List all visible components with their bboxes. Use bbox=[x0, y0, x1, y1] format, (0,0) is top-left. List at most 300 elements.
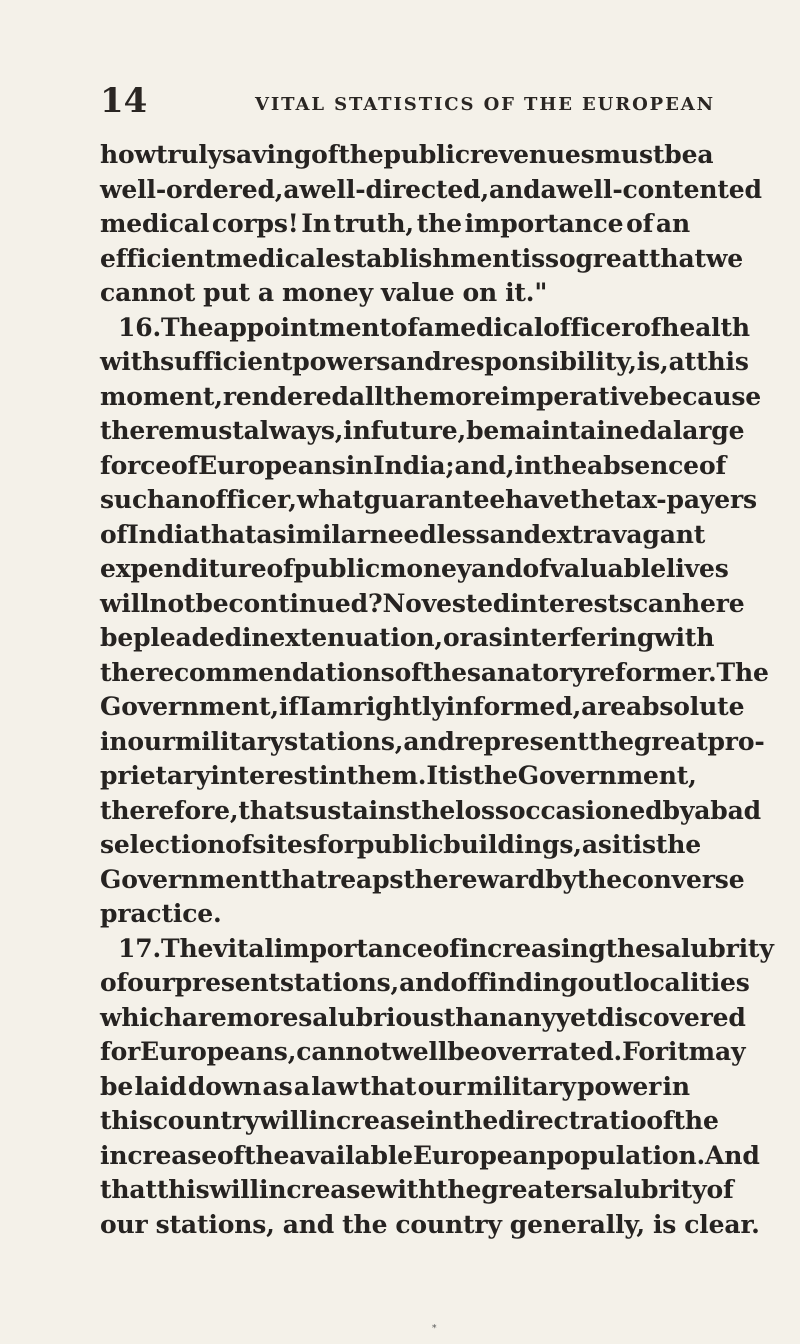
word: cannot bbox=[296, 1037, 392, 1066]
word: well-contented bbox=[556, 174, 762, 204]
word: is bbox=[521, 243, 546, 273]
word: recommendations bbox=[145, 657, 395, 687]
paragraph-start-line bbox=[100, 311, 750, 346]
word: increase bbox=[100, 1140, 217, 1170]
word: the bbox=[338, 140, 384, 169]
word: a bbox=[293, 1071, 310, 1101]
word: with bbox=[375, 1175, 437, 1204]
word: not bbox=[149, 588, 196, 618]
word: the bbox=[452, 1106, 499, 1135]
word: them. bbox=[346, 761, 427, 790]
word: The bbox=[161, 312, 214, 342]
word: valuable bbox=[549, 554, 666, 583]
paragraph-start-line bbox=[100, 932, 774, 967]
word: that bbox=[199, 519, 257, 549]
word: it bbox=[611, 830, 633, 859]
word: law bbox=[311, 1071, 359, 1101]
word: it bbox=[667, 1037, 689, 1066]
word: our bbox=[417, 1071, 466, 1101]
text-line bbox=[100, 242, 744, 277]
word: India bbox=[373, 450, 446, 480]
word: of bbox=[216, 1140, 245, 1170]
word: localities bbox=[623, 968, 750, 997]
word: as bbox=[262, 1071, 293, 1101]
word: lives bbox=[665, 554, 729, 583]
word: it." bbox=[505, 278, 548, 307]
word: at bbox=[668, 347, 697, 376]
word: the bbox=[409, 795, 456, 825]
text-line bbox=[100, 1104, 719, 1139]
word: For bbox=[622, 1037, 668, 1066]
word: medical bbox=[215, 243, 326, 273]
text-line bbox=[100, 690, 745, 725]
word: saving bbox=[222, 140, 312, 169]
word: salubrity bbox=[583, 1175, 707, 1204]
word: and bbox=[489, 519, 541, 549]
word: force bbox=[100, 450, 171, 480]
word: that bbox=[649, 243, 706, 273]
word: a bbox=[656, 416, 673, 445]
word: public bbox=[356, 830, 444, 859]
word: importance bbox=[464, 209, 624, 238]
word: and bbox=[471, 554, 523, 583]
word: a bbox=[257, 278, 274, 307]
word: moment, bbox=[100, 381, 223, 411]
word: I bbox=[298, 692, 311, 721]
word: large bbox=[672, 416, 745, 445]
text-line bbox=[100, 552, 729, 587]
word: great bbox=[633, 726, 708, 756]
word: interfering bbox=[502, 623, 655, 652]
word: The bbox=[161, 933, 214, 963]
word: the bbox=[383, 381, 429, 411]
word: powers bbox=[292, 347, 391, 376]
word: such bbox=[100, 485, 166, 514]
text-line bbox=[100, 1173, 734, 1208]
word: prietary bbox=[100, 761, 211, 790]
word: pro- bbox=[707, 726, 765, 756]
word: efficient bbox=[100, 243, 216, 273]
word: as bbox=[581, 830, 612, 859]
word: an bbox=[165, 485, 200, 514]
word: can bbox=[632, 588, 682, 618]
word: of bbox=[170, 450, 199, 480]
word: is bbox=[632, 830, 656, 859]
word: needless bbox=[369, 519, 490, 549]
word: will bbox=[259, 1106, 309, 1135]
word: money bbox=[281, 278, 373, 307]
word: 16. bbox=[118, 312, 162, 342]
printer-mark: * bbox=[432, 1324, 437, 1334]
word: and bbox=[403, 726, 455, 756]
word: for bbox=[316, 830, 357, 859]
word: Government bbox=[100, 864, 271, 894]
word: of bbox=[432, 933, 460, 963]
word: medical bbox=[434, 312, 544, 342]
word: the bbox=[588, 726, 634, 756]
text-line bbox=[100, 449, 727, 484]
word: public bbox=[383, 140, 470, 169]
word: the bbox=[655, 830, 702, 859]
word: increasing bbox=[459, 933, 606, 963]
word: 17. bbox=[118, 933, 162, 963]
word: sites bbox=[252, 830, 317, 859]
word: stations, bbox=[279, 968, 400, 997]
running-header bbox=[100, 81, 715, 126]
word: always, bbox=[243, 416, 344, 445]
word: the bbox=[673, 1106, 719, 1135]
text-line bbox=[100, 380, 762, 415]
word: down bbox=[187, 1071, 262, 1101]
word: a bbox=[417, 312, 434, 342]
word: revenues bbox=[469, 140, 595, 169]
word: out bbox=[577, 968, 624, 997]
text-line bbox=[100, 897, 690, 932]
word: country bbox=[152, 1106, 260, 1135]
word: military bbox=[466, 1071, 576, 1101]
word: in bbox=[425, 1106, 453, 1135]
word: or bbox=[443, 623, 473, 652]
word: are bbox=[581, 692, 626, 721]
word: for bbox=[100, 1037, 141, 1066]
word: buildings, bbox=[443, 830, 582, 859]
word: available bbox=[289, 1140, 413, 1170]
word: stations, bbox=[284, 726, 404, 756]
word: practice. bbox=[100, 899, 222, 928]
word: great bbox=[575, 243, 650, 273]
word: be bbox=[100, 623, 134, 652]
word: and bbox=[282, 1209, 335, 1239]
word: rendered bbox=[222, 381, 349, 411]
word: Government, bbox=[100, 692, 279, 721]
word: must bbox=[594, 140, 665, 169]
word: Europeans, bbox=[140, 1037, 297, 1066]
word: our bbox=[100, 1209, 148, 1239]
word: may bbox=[688, 1037, 746, 1066]
word: is bbox=[652, 1209, 677, 1239]
word: will bbox=[100, 588, 150, 618]
word: of bbox=[225, 830, 253, 859]
word: vital bbox=[213, 933, 274, 963]
word: India bbox=[127, 519, 200, 549]
word: be bbox=[195, 588, 229, 618]
word: and bbox=[390, 347, 442, 376]
word: value bbox=[380, 278, 455, 307]
word: which bbox=[100, 1002, 182, 1032]
text-line bbox=[100, 483, 757, 518]
word: that bbox=[359, 1071, 417, 1101]
text-line bbox=[100, 1070, 690, 1105]
word: extenuation, bbox=[269, 623, 443, 652]
word: The bbox=[716, 657, 769, 687]
word: converse bbox=[622, 864, 745, 894]
word: the bbox=[569, 485, 615, 514]
text-line bbox=[100, 414, 745, 449]
word: a bbox=[540, 174, 557, 204]
word: salubrious bbox=[298, 1002, 444, 1032]
word: this bbox=[100, 1106, 153, 1135]
word: reformer. bbox=[586, 657, 717, 687]
word: establishment bbox=[325, 243, 522, 273]
word: military bbox=[174, 726, 285, 756]
word: and bbox=[489, 174, 541, 204]
word: this bbox=[156, 1175, 210, 1204]
word: the bbox=[100, 657, 146, 687]
word: so bbox=[545, 243, 576, 273]
word: we bbox=[705, 243, 744, 273]
word: a bbox=[283, 174, 300, 204]
word: of bbox=[522, 554, 550, 583]
word: the bbox=[605, 933, 651, 963]
word: discovered bbox=[597, 1002, 746, 1032]
word: be bbox=[664, 140, 698, 169]
word: that bbox=[270, 864, 328, 894]
word: a bbox=[694, 795, 711, 825]
word: It bbox=[426, 761, 450, 790]
text-line bbox=[100, 1035, 746, 1070]
word: of bbox=[311, 140, 339, 169]
word: a bbox=[697, 140, 714, 169]
word: importance bbox=[273, 933, 433, 963]
word: of bbox=[698, 450, 727, 480]
word: interest bbox=[210, 761, 319, 790]
word: officer, bbox=[199, 485, 297, 514]
text-line bbox=[100, 173, 762, 208]
word: there bbox=[100, 416, 174, 445]
word: well-ordered, bbox=[100, 174, 284, 204]
word: of bbox=[390, 312, 418, 342]
word: of bbox=[100, 968, 128, 997]
text-line bbox=[100, 794, 761, 829]
word: of bbox=[634, 312, 662, 342]
word: extravagant bbox=[540, 519, 706, 549]
word: rightly bbox=[352, 692, 446, 721]
word: than bbox=[443, 1002, 508, 1032]
word: present bbox=[174, 968, 280, 997]
word: clear. bbox=[684, 1209, 760, 1239]
word: occasioned bbox=[508, 795, 663, 825]
word: be bbox=[447, 1037, 481, 1066]
word: future, bbox=[370, 416, 467, 445]
word: a bbox=[256, 519, 273, 549]
word: more bbox=[226, 1002, 299, 1032]
word: imperative bbox=[500, 381, 650, 411]
word: by bbox=[662, 795, 695, 825]
word: ; bbox=[445, 450, 455, 480]
word: European bbox=[412, 1140, 547, 1170]
word: our bbox=[127, 726, 175, 756]
word: finding bbox=[477, 968, 578, 997]
word: an bbox=[655, 209, 690, 238]
word: with bbox=[654, 623, 715, 652]
word: if bbox=[278, 692, 299, 721]
word: that bbox=[100, 1175, 157, 1204]
word: be bbox=[100, 1071, 134, 1101]
text-line bbox=[100, 207, 690, 242]
word: pleaded bbox=[133, 623, 242, 652]
word: because bbox=[649, 381, 762, 411]
text-line bbox=[100, 518, 706, 553]
word: continued bbox=[228, 588, 368, 618]
word: similar bbox=[272, 519, 370, 549]
text-line bbox=[100, 656, 769, 691]
word: this bbox=[696, 347, 749, 376]
word: Government, bbox=[517, 761, 697, 790]
word: well bbox=[391, 1037, 448, 1066]
word: maintained bbox=[499, 416, 657, 445]
word: absence bbox=[587, 450, 699, 480]
word: well-directed, bbox=[299, 174, 490, 204]
word: our bbox=[127, 968, 175, 997]
word: in bbox=[343, 416, 371, 445]
word: represent bbox=[454, 726, 589, 756]
word: Europeans bbox=[198, 450, 346, 480]
word: the bbox=[472, 761, 518, 790]
word: And bbox=[705, 1140, 760, 1170]
word: the bbox=[541, 450, 588, 480]
word: expenditure bbox=[100, 554, 267, 583]
word: of bbox=[266, 554, 294, 583]
word: the bbox=[576, 864, 623, 894]
word: laid bbox=[134, 1071, 187, 1101]
word: interests bbox=[510, 588, 633, 618]
word: loss bbox=[455, 795, 509, 825]
text-line bbox=[100, 828, 702, 863]
word: truly bbox=[155, 140, 223, 169]
text-line bbox=[100, 1208, 760, 1243]
text-line bbox=[100, 138, 714, 173]
word: cannot bbox=[100, 278, 196, 307]
word: as bbox=[472, 623, 503, 652]
word: bad bbox=[710, 795, 761, 825]
word: is, bbox=[636, 347, 669, 376]
word: in bbox=[514, 450, 542, 480]
word: more bbox=[428, 381, 501, 411]
word: in bbox=[100, 726, 128, 756]
text-line bbox=[100, 345, 749, 380]
word: the bbox=[436, 1175, 482, 1204]
word: of bbox=[394, 657, 422, 687]
word: corps! bbox=[211, 209, 299, 238]
word: selection bbox=[100, 830, 226, 859]
word: power bbox=[577, 1071, 662, 1101]
word: reaps bbox=[327, 864, 404, 894]
word: public bbox=[293, 554, 381, 583]
word: in bbox=[345, 450, 374, 480]
word: of bbox=[626, 209, 654, 238]
word: on bbox=[462, 278, 498, 307]
word: any bbox=[507, 1002, 556, 1032]
word: therefore, bbox=[100, 795, 239, 825]
text-line bbox=[100, 863, 745, 898]
word: of bbox=[100, 519, 128, 549]
word: population. bbox=[546, 1140, 706, 1170]
word: absolute bbox=[625, 692, 745, 721]
word: the bbox=[421, 657, 467, 687]
word: direct bbox=[498, 1106, 581, 1135]
word: is bbox=[449, 761, 473, 790]
word: will bbox=[209, 1175, 259, 1204]
word: tax-payers bbox=[614, 485, 757, 514]
word: have bbox=[505, 485, 570, 514]
word: health bbox=[661, 312, 750, 342]
word: be bbox=[466, 416, 500, 445]
word: that bbox=[238, 795, 296, 825]
word: here bbox=[681, 588, 745, 618]
text-line bbox=[100, 725, 765, 760]
word: sustains bbox=[295, 795, 410, 825]
word: in bbox=[318, 761, 347, 790]
word: with bbox=[100, 347, 161, 376]
word: of bbox=[646, 1106, 674, 1135]
page-number: 14 bbox=[100, 81, 148, 121]
word: and, bbox=[454, 450, 515, 480]
word: and bbox=[399, 968, 451, 997]
word: vested bbox=[421, 588, 511, 618]
text-line bbox=[100, 759, 697, 794]
word: increase bbox=[259, 1175, 376, 1204]
word: of bbox=[706, 1175, 734, 1204]
word: ? bbox=[367, 588, 383, 618]
word: reward bbox=[448, 864, 546, 894]
word: the bbox=[403, 864, 449, 894]
text-line bbox=[100, 276, 690, 311]
body-text bbox=[100, 138, 774, 1242]
word: all bbox=[348, 381, 384, 411]
word: of bbox=[450, 968, 478, 997]
word: appointment bbox=[213, 312, 391, 342]
running-title: VITAL STATISTICS OF THE EUROPEAN bbox=[255, 94, 715, 115]
word: country bbox=[395, 1209, 502, 1239]
word: the bbox=[342, 1209, 388, 1239]
word: salubrity bbox=[650, 933, 774, 963]
word: money bbox=[380, 554, 472, 583]
text-line bbox=[100, 621, 715, 656]
text-line bbox=[100, 1139, 760, 1174]
word: must bbox=[173, 416, 244, 445]
word: overrated. bbox=[480, 1037, 623, 1066]
word: informed, bbox=[445, 692, 582, 721]
word: responsibility, bbox=[441, 347, 637, 376]
word: officer bbox=[543, 312, 635, 342]
word: yet bbox=[555, 1002, 598, 1032]
word: are bbox=[181, 1002, 227, 1032]
word: guarantee bbox=[363, 485, 506, 514]
word: greater bbox=[481, 1175, 584, 1204]
word: the bbox=[244, 1140, 290, 1170]
text-line bbox=[100, 587, 745, 622]
word: in bbox=[242, 623, 270, 652]
text-line bbox=[100, 1001, 746, 1036]
word: stations, bbox=[155, 1209, 275, 1239]
text-line bbox=[100, 966, 750, 1001]
word: In bbox=[301, 209, 331, 238]
word: medical bbox=[100, 209, 210, 238]
word: truth, bbox=[333, 209, 414, 238]
word: the bbox=[416, 209, 462, 238]
word: ratio bbox=[580, 1106, 647, 1135]
word: No bbox=[382, 588, 422, 618]
word: how bbox=[100, 140, 156, 169]
word: am bbox=[310, 692, 353, 721]
word: what bbox=[296, 485, 364, 514]
word: sufficient bbox=[160, 347, 293, 376]
word: generally, bbox=[509, 1209, 645, 1239]
word: increase bbox=[308, 1106, 426, 1135]
word: sanatory bbox=[466, 657, 587, 687]
word: put bbox=[203, 278, 250, 307]
word: in bbox=[662, 1071, 690, 1101]
